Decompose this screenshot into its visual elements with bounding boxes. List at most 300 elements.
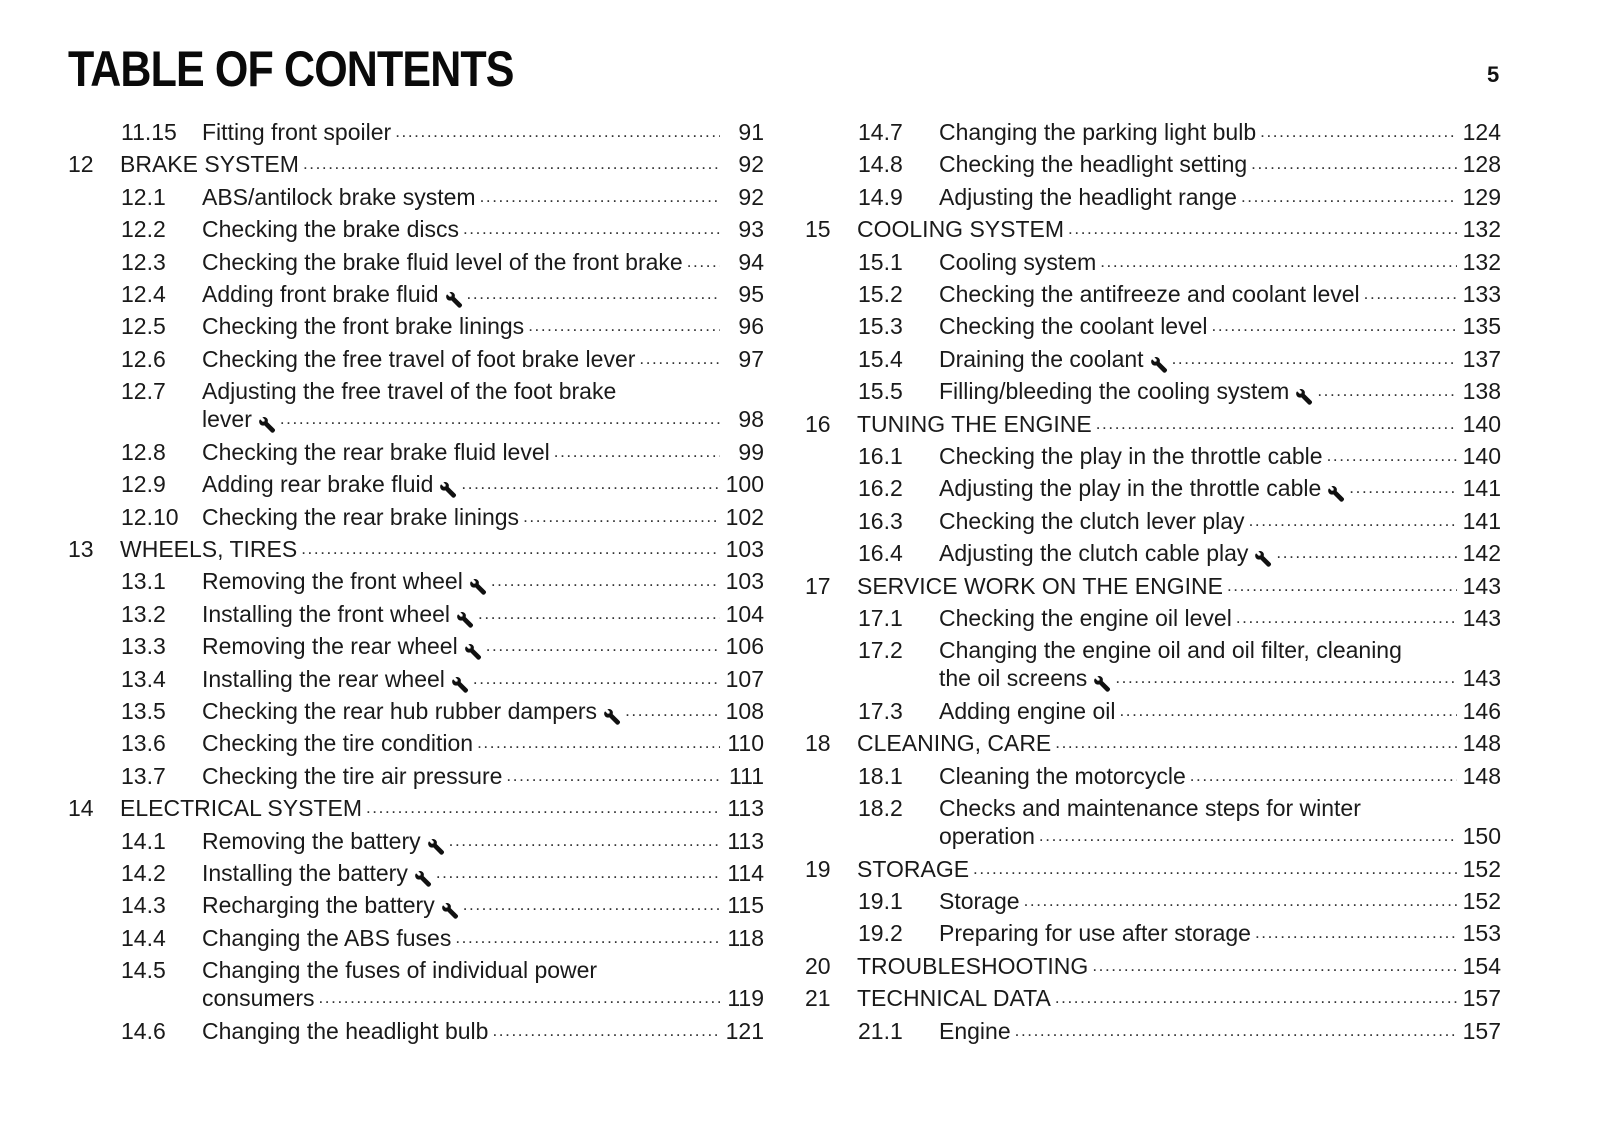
- toc-entry-title: SERVICE WORK ON THE ENGINE: [857, 572, 1223, 599]
- toc-entry-page: 143: [1462, 572, 1501, 599]
- toc-entry-line: [939, 696, 1501, 726]
- toc-entry-page: 142: [1462, 540, 1501, 567]
- dot-leader: [554, 437, 720, 467]
- toc-entry-title: Draining the coolant: [939, 345, 1144, 372]
- toc-entry-page: 106: [725, 633, 764, 660]
- dot-leader: [303, 149, 720, 179]
- toc-entry-page: 153: [1462, 920, 1501, 947]
- toc-entry-page: 119: [727, 985, 764, 1012]
- toc-entry-page: 95: [738, 281, 764, 307]
- toc-entry-number: 14.9: [858, 183, 903, 210]
- toc-entry-number: 14.5: [121, 957, 166, 984]
- toc-entry-title: Checking the antifreeze and coolant level: [939, 281, 1360, 307]
- toc-entry-page: 143: [1462, 605, 1501, 631]
- toc-entry-page: 148: [1462, 762, 1501, 789]
- toc-entry[interactable]: [805, 983, 1501, 1013]
- dot-leader: [461, 469, 720, 499]
- toc-entry-line: [120, 534, 764, 564]
- toc-entry-page: 132: [1462, 216, 1501, 243]
- toc-entry-line: [202, 469, 764, 499]
- toc-entry-line: [939, 821, 1501, 851]
- wrench-icon: [1295, 388, 1313, 406]
- toc-entry-title: TUNING THE ENGINE: [857, 410, 1092, 437]
- toc-entry-number: 13: [68, 535, 94, 562]
- toc-entry-page: 93: [738, 216, 764, 243]
- toc-entry-title: Changing the engine oil and oil filter, cleaning: [939, 637, 1402, 664]
- dot-leader: [1068, 214, 1457, 244]
- toc-entry-title: Checking the engine oil level: [939, 605, 1232, 631]
- dot-leader: [492, 1016, 720, 1046]
- toc-entry-line: [939, 886, 1501, 916]
- toc-entry-page: 92: [738, 151, 764, 178]
- toc-entry-title: ABS/antilock brake system: [202, 183, 476, 210]
- toc-entry-page: 129: [1462, 183, 1501, 210]
- toc-entry-page: 141: [1462, 475, 1501, 502]
- toc-entry-line: [939, 761, 1501, 791]
- toc-entry[interactable]: [68, 149, 764, 179]
- toc-entry-line: [939, 311, 1501, 341]
- toc-entry-title: Installing the battery: [202, 859, 408, 886]
- toc-entry-line: [202, 404, 764, 434]
- toc-entry[interactable]: [805, 311, 1501, 341]
- toc-entry-number: 19.2: [858, 920, 903, 947]
- toc-entry-title: Changing the parking light bulb: [939, 119, 1257, 145]
- toc-entry[interactable]: [805, 473, 1501, 503]
- toc-entry-line: [202, 923, 764, 953]
- toc-entry-number: 14.2: [121, 859, 166, 886]
- toc-entry-number: 14.3: [121, 892, 166, 919]
- wrench-icon: [258, 416, 276, 434]
- toc-entry-line: [202, 279, 764, 309]
- dot-leader: [467, 279, 720, 309]
- dot-leader: [1024, 886, 1457, 916]
- toc-entry-number: 15.3: [858, 313, 903, 340]
- toc-entry-page: 148: [1462, 730, 1501, 757]
- toc-entry-line: [202, 214, 764, 244]
- dot-leader: [1115, 663, 1457, 693]
- toc-entry-number: 16.3: [858, 507, 903, 534]
- toc-entry-number: 12.8: [121, 438, 166, 465]
- dot-leader: [1327, 441, 1457, 471]
- toc-entry-page: 107: [725, 665, 764, 692]
- toc-entry-title: Checking the rear hub rubber dampers: [202, 697, 598, 724]
- toc-entry-number: 12.9: [121, 471, 166, 498]
- toc-entry-number: 13.4: [121, 665, 166, 692]
- dot-leader: [523, 502, 720, 532]
- toc-entry[interactable]: [68, 247, 764, 277]
- toc-entry[interactable]: [68, 728, 764, 758]
- page-number: 5: [1487, 62, 1500, 87]
- toc-entry-title: STORAGE: [857, 855, 970, 882]
- toc-entry-line: [202, 311, 764, 341]
- toc-entry-page: 157: [1462, 1017, 1501, 1044]
- toc-entry-title: Storage: [939, 888, 1020, 914]
- toc-entry[interactable]: [805, 696, 1501, 726]
- dot-leader: [477, 728, 720, 758]
- toc-entry-page: 96: [738, 313, 764, 340]
- toc-entry-title: Recharging the battery: [202, 892, 435, 919]
- toc-entry-number: 14.7: [858, 119, 903, 145]
- toc-entry[interactable]: [68, 502, 764, 532]
- toc-entry-line: [202, 826, 764, 856]
- toc-entry[interactable]: [68, 696, 764, 726]
- toc-entry-line: [939, 663, 1501, 693]
- toc-entry-line: [202, 566, 764, 596]
- toc-entry-line: [202, 664, 764, 694]
- toc-entry-number: 16.4: [858, 540, 903, 567]
- toc-entry-number: 14.4: [121, 924, 166, 951]
- dot-leader: [625, 696, 720, 726]
- toc-entry-line: [939, 149, 1501, 179]
- toc-entry-line: [857, 951, 1501, 981]
- toc-entry-title: Adding rear brake fluid: [202, 471, 434, 498]
- toc-entry[interactable]: [68, 469, 764, 499]
- toc-entry[interactable]: [68, 955, 764, 1015]
- toc-entry[interactable]: [805, 538, 1501, 568]
- dot-leader: [395, 117, 720, 147]
- dot-leader: [1015, 1016, 1457, 1046]
- toc-entry[interactable]: [68, 214, 764, 244]
- toc-entry-line: [857, 854, 1501, 884]
- toc-entry-page: 124: [1462, 119, 1501, 145]
- toc-entry-page: 94: [738, 248, 764, 275]
- dot-leader: [478, 599, 720, 629]
- toc-entry-line: [202, 344, 764, 374]
- toc-entry-line: [120, 793, 764, 823]
- toc-entry[interactable]: [805, 793, 1501, 853]
- wrench-icon: [1150, 356, 1168, 374]
- toc-entry-title: WHEELS, TIRES: [120, 535, 298, 562]
- toc-entry[interactable]: [805, 506, 1501, 536]
- toc-entry-number: 12.6: [121, 345, 166, 372]
- toc-entry-number: 17.1: [858, 605, 903, 631]
- dot-leader: [366, 793, 720, 823]
- toc-entry-title: Checking the brake fluid level of the front brake: [202, 248, 683, 275]
- toc-entry-page: 150: [1462, 823, 1501, 850]
- dot-leader: [1100, 247, 1457, 277]
- toc-entry-number: 17.3: [858, 697, 903, 724]
- toc-entry-title-continued: operation: [939, 823, 1035, 850]
- toc-entry-number: 16: [805, 410, 831, 437]
- dot-leader: [1276, 538, 1457, 568]
- toc-entry[interactable]: [805, 761, 1501, 791]
- toc-entry-page: 138: [1462, 378, 1501, 405]
- toc-entry-number: 13.3: [121, 633, 166, 660]
- dot-leader: [1092, 951, 1457, 981]
- toc-entry-number: 12.5: [121, 313, 166, 340]
- toc-entry-title: Checking the rear brake fluid level: [202, 438, 550, 465]
- toc-entry[interactable]: [68, 182, 764, 212]
- toc-entry-line: [939, 441, 1501, 471]
- page-title: TABLE OF CONTENTS: [68, 41, 514, 97]
- toc-entry-title: Filling/bleeding the cooling system: [939, 378, 1290, 405]
- toc-entry[interactable]: [68, 826, 764, 856]
- wrench-icon: [451, 676, 469, 694]
- toc-entry[interactable]: [68, 664, 764, 694]
- toc-entry[interactable]: [68, 1016, 764, 1046]
- dot-leader: [1317, 376, 1457, 406]
- toc-entry-line: [939, 279, 1501, 309]
- toc-entry-number: 15.5: [858, 378, 903, 405]
- toc-entry[interactable]: [805, 1016, 1501, 1046]
- toc-entry-number: 12.7: [121, 378, 166, 405]
- toc-entry[interactable]: [68, 279, 764, 309]
- toc-entry-line: [939, 247, 1501, 277]
- toc-entry[interactable]: [805, 886, 1501, 916]
- wrench-icon: [603, 708, 621, 726]
- dot-leader: [486, 631, 720, 661]
- toc-entry-number: 21: [805, 985, 831, 1012]
- toc-entry-page: 104: [725, 600, 764, 627]
- toc-entry-line: [939, 344, 1501, 374]
- toc-entry-title: Adjusting the headlight range: [939, 183, 1237, 210]
- toc-entry-line: [939, 1016, 1501, 1046]
- toc-entry-line: [202, 599, 764, 629]
- toc-entry-page: 100: [725, 471, 764, 498]
- dot-leader: [1096, 409, 1457, 439]
- toc-entry-title: COOLING SYSTEM: [857, 216, 1065, 243]
- dot-leader: [301, 534, 720, 564]
- toc-entry-number: 19.1: [858, 888, 903, 914]
- toc-entry[interactable]: [805, 918, 1501, 948]
- toc-entry[interactable]: [805, 409, 1501, 439]
- wrench-icon: [456, 611, 474, 629]
- toc-entry-line: [857, 571, 1501, 601]
- toc-entry-number: 13.6: [121, 730, 166, 757]
- toc-entry-page: 110: [727, 730, 764, 757]
- toc-entry-number: 14.6: [121, 1017, 166, 1044]
- dot-leader: [1260, 117, 1457, 147]
- toc-entry-title: Removing the battery: [202, 827, 421, 854]
- toc-entry-title: Checking the clutch lever play: [939, 507, 1245, 534]
- dot-leader: [318, 983, 720, 1013]
- toc-entry-page: 135: [1462, 313, 1501, 340]
- dot-leader: [1172, 344, 1457, 374]
- toc-entry[interactable]: [68, 793, 764, 823]
- dot-leader: [1212, 311, 1458, 341]
- toc-entry-page: 99: [738, 438, 764, 465]
- toc-entry-number: 13.1: [121, 568, 166, 595]
- toc-entry-title: Checking the free travel of foot brake lever: [202, 345, 636, 372]
- toc-entry[interactable]: [805, 117, 1501, 147]
- toc-entry[interactable]: [805, 571, 1501, 601]
- dot-leader: [973, 854, 1457, 884]
- toc-entry[interactable]: [805, 603, 1501, 633]
- toc-entry-title: Removing the rear wheel: [202, 633, 458, 660]
- wrench-icon: [414, 870, 432, 888]
- toc-entry[interactable]: [68, 437, 764, 467]
- toc-entry[interactable]: [805, 247, 1501, 277]
- toc-entry-page: 132: [1462, 248, 1501, 275]
- toc-entry-title: Cooling system: [939, 248, 1097, 275]
- wrench-icon: [1327, 485, 1345, 503]
- dot-leader: [480, 182, 720, 212]
- toc-entry-title: Adding engine oil: [939, 697, 1116, 724]
- toc-entry-page: 103: [725, 568, 764, 595]
- toc-entry-page: 103: [725, 535, 764, 562]
- toc-entry-title: Adding front brake fluid: [202, 281, 439, 307]
- dot-leader: [463, 890, 720, 920]
- toc-entry-page: 133: [1462, 281, 1501, 307]
- toc-entry-page: 140: [1462, 410, 1501, 437]
- toc-entry-title: Changing the headlight bulb: [202, 1017, 489, 1044]
- dot-leader: [280, 404, 720, 434]
- toc-entry-number: 13.7: [121, 762, 166, 789]
- dot-leader: [455, 923, 720, 953]
- toc-entry-title: TROUBLESHOOTING: [857, 952, 1089, 979]
- toc-entry-line: [857, 409, 1501, 439]
- dot-leader: [1349, 473, 1457, 503]
- dot-leader: [1039, 821, 1457, 851]
- toc-entry-line: [202, 728, 764, 758]
- toc-entry-page: 98: [738, 406, 764, 433]
- toc-entry[interactable]: [805, 854, 1501, 884]
- toc-entry[interactable]: [68, 858, 764, 888]
- toc-entry-title: Removing the front wheel: [202, 568, 463, 595]
- wrench-icon: [441, 902, 459, 920]
- toc-entry-title: CLEANING, CARE: [857, 730, 1052, 757]
- toc-entry-page: 92: [738, 183, 764, 210]
- toc-entry-title: Installing the front wheel: [202, 600, 451, 627]
- toc-entry-number: 12.1: [121, 183, 166, 210]
- toc-entry-page: 97: [738, 345, 764, 372]
- dot-leader: [1251, 149, 1457, 179]
- toc-entry-number: 12.2: [121, 216, 166, 243]
- toc-entry-line: [857, 983, 1501, 1013]
- dot-leader: [687, 247, 720, 277]
- toc-entry-line: [202, 117, 764, 147]
- toc-entry-page: 102: [725, 503, 764, 530]
- toc-entry[interactable]: [805, 149, 1501, 179]
- toc-entry-number: 15: [805, 216, 831, 243]
- toc-entry-line: [202, 858, 764, 888]
- toc-entry[interactable]: [805, 635, 1501, 695]
- dot-leader: [1055, 728, 1457, 758]
- toc-entry-title: Fitting front spoiler: [202, 119, 392, 145]
- toc-entry[interactable]: [68, 566, 764, 596]
- toc-entry-line: [939, 538, 1501, 568]
- wrench-icon: [469, 578, 487, 596]
- toc-entry-number: 12.10: [121, 503, 179, 530]
- toc-entry-title: Checking the front brake linings: [202, 313, 525, 340]
- toc-entry-line: [939, 918, 1501, 948]
- toc-entry-title: Checking the rear brake linings: [202, 503, 520, 530]
- dot-leader: [1364, 279, 1457, 309]
- toc-entry[interactable]: [805, 214, 1501, 244]
- toc-entry-title: TECHNICAL DATA: [857, 985, 1051, 1012]
- dot-leader: [639, 344, 720, 374]
- toc-entry-line: [939, 603, 1501, 633]
- toc-entry-number: 14.1: [121, 827, 166, 854]
- dot-leader: [528, 311, 720, 341]
- toc-entry-number: 14: [68, 795, 94, 822]
- toc-entry[interactable]: [805, 182, 1501, 212]
- toc-entry-line: [202, 182, 764, 212]
- toc-entry[interactable]: [68, 890, 764, 920]
- wrench-icon: [464, 643, 482, 661]
- dot-leader: [436, 858, 720, 888]
- toc-entry-number: 11.15: [121, 119, 177, 145]
- toc-entry-title: Checking the brake discs: [202, 216, 459, 243]
- toc-entry-page: 154: [1462, 952, 1501, 979]
- toc-entry-line: [202, 502, 764, 532]
- toc-entry-number: 17.2: [858, 637, 903, 664]
- toc-entry[interactable]: [68, 761, 764, 791]
- toc-entry-page: 143: [1462, 665, 1501, 692]
- toc-entry[interactable]: [805, 376, 1501, 406]
- dot-leader: [1190, 761, 1457, 791]
- toc-entry-line: [939, 376, 1501, 406]
- toc-entry[interactable]: [68, 117, 764, 147]
- toc-entry[interactable]: [805, 441, 1501, 471]
- toc-entry-number: 16.1: [858, 443, 903, 469]
- toc-entry-line: [202, 631, 764, 661]
- dot-leader: [1227, 571, 1457, 601]
- toc-entry-page: 113: [727, 795, 764, 822]
- toc-entry[interactable]: [805, 951, 1501, 981]
- toc-entry-line: [939, 117, 1501, 147]
- toc-entry-line: [202, 247, 764, 277]
- toc-entry-title: Cleaning the motorcycle: [939, 762, 1186, 789]
- wrench-icon: [445, 291, 463, 309]
- toc-entry-number: 19: [805, 855, 831, 882]
- toc-entry-number: 14.8: [858, 151, 903, 178]
- dot-leader: [1055, 983, 1457, 1013]
- toc-entry-page: 108: [725, 697, 764, 724]
- toc-entry[interactable]: [68, 599, 764, 629]
- toc-entry[interactable]: [68, 344, 764, 374]
- toc-entry-title-continued: consumers: [202, 985, 315, 1012]
- dot-leader: [491, 566, 720, 596]
- toc-entry-title: Checks and maintenance steps for winter: [939, 795, 1361, 822]
- toc-entry[interactable]: [805, 279, 1501, 309]
- toc-entry-title: Adjusting the clutch cable play: [939, 540, 1249, 567]
- toc-entry-title: Checking the tire air pressure: [202, 762, 503, 789]
- toc-entry-title: Checking the coolant level: [939, 313, 1208, 340]
- dot-leader: [1255, 918, 1457, 948]
- toc-entry[interactable]: [68, 631, 764, 661]
- toc-entry-title: Changing the ABS fuses: [202, 924, 452, 951]
- toc-entry[interactable]: [68, 923, 764, 953]
- toc-entry-title: BRAKE SYSTEM: [120, 151, 299, 178]
- toc-entry-number: 18.2: [858, 795, 903, 822]
- toc-entry[interactable]: [68, 376, 764, 436]
- toc-entry[interactable]: [805, 344, 1501, 374]
- dot-leader: [463, 214, 720, 244]
- toc-entry-title: Changing the fuses of individual power: [202, 957, 598, 984]
- toc-entry-title: Preparing for use after storage: [939, 920, 1251, 947]
- toc-entry[interactable]: [68, 534, 764, 564]
- toc-entry-page: 128: [1462, 151, 1501, 178]
- wrench-icon: [1093, 675, 1111, 693]
- toc-entry-number: 18.1: [858, 762, 903, 789]
- dot-leader: [473, 664, 720, 694]
- toc-entry-line: [202, 983, 764, 1013]
- toc-entry-number: 12: [68, 151, 94, 178]
- toc-entry[interactable]: [68, 311, 764, 341]
- toc-entry-line: [202, 437, 764, 467]
- toc-entry-title: Engine: [939, 1017, 1011, 1044]
- toc-entry-line: [120, 149, 764, 179]
- toc-entry-page: 91: [738, 119, 764, 145]
- toc-entry[interactable]: [805, 728, 1501, 758]
- dot-leader: [449, 826, 720, 856]
- toc-entry-number: 12.3: [121, 248, 166, 275]
- toc-entry-title: Checking the play in the throttle cable: [939, 443, 1323, 469]
- wrench-icon: [427, 838, 445, 856]
- wrench-icon: [1254, 550, 1272, 568]
- toc-entry-line: [857, 728, 1501, 758]
